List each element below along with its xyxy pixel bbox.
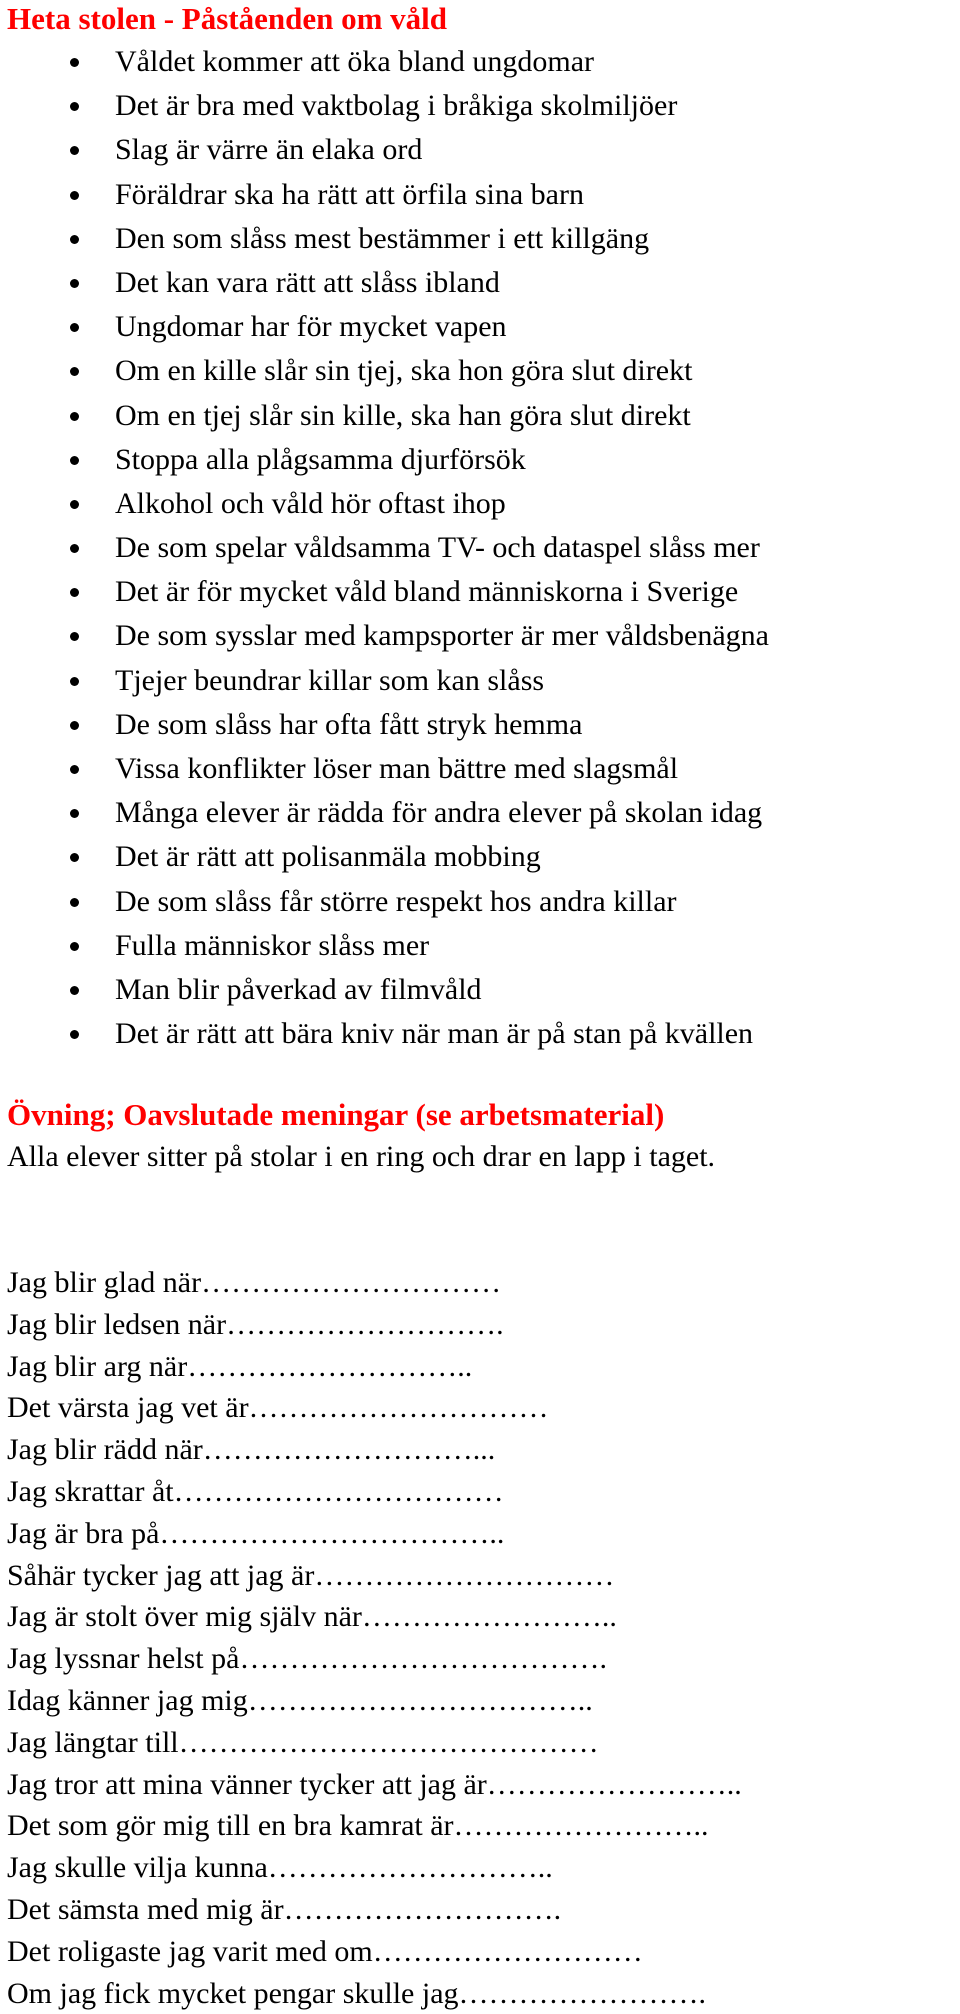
statement-text: Alkohol och våld hör oftast ihop xyxy=(115,486,506,520)
statement-item xyxy=(0,614,769,658)
bullet-icon xyxy=(70,632,79,641)
statement-text: Det är bra med vaktbolag i bråkiga skolmiljöer xyxy=(115,89,678,123)
statement-text: Det kan vara rätt att slåss ibland xyxy=(115,265,500,299)
bullet-icon xyxy=(70,721,79,730)
sentence-item: Jag skrattar åt…………………………… xyxy=(7,1474,504,1508)
statement-text: Man blir påverkad av filmvåld xyxy=(115,972,482,1006)
statement-item xyxy=(0,84,769,128)
bullet-icon xyxy=(70,986,79,995)
bullet-icon xyxy=(70,58,79,67)
statement-item xyxy=(0,40,769,84)
sentence-item: Jag blir glad när………………………… xyxy=(7,1266,502,1299)
sentences-list xyxy=(7,1262,742,2014)
bullet-icon xyxy=(70,456,79,465)
statement-text: Tjejer beundrar killar som kan slåss xyxy=(115,663,545,697)
sentence-item: Jag är stolt över mig själv när…………………….. xyxy=(7,1600,617,1634)
sentence-item: Det roligaste jag varit med om……………………… xyxy=(7,1934,643,1968)
bullet-icon xyxy=(70,412,79,421)
bullet-icon xyxy=(70,279,79,288)
sentence-item: Jag är bra på…………………………….. xyxy=(7,1516,505,1550)
statement-item xyxy=(0,173,769,217)
bullet-icon xyxy=(70,235,79,244)
statement-text: De som spelar våldsamma TV- och dataspel slåss mer xyxy=(115,531,760,565)
bullet-icon xyxy=(70,853,79,862)
statement-item xyxy=(0,305,769,349)
statement-item xyxy=(0,482,769,526)
sentence-item: Jag lyssnar helst på………………………………. xyxy=(7,1642,607,1676)
statement-text: Det är rätt att bära kniv när man är på stan på kvällen xyxy=(115,1017,754,1051)
sentence-item: Såhär tycker jag att jag är………………………… xyxy=(7,1558,615,1592)
sentence-item: Idag känner jag mig…………………………….. xyxy=(7,1683,593,1717)
statement-item xyxy=(0,349,769,393)
statement-text: Många elever är rädda för andra elever på skolan idag xyxy=(115,796,763,830)
bullet-icon xyxy=(70,367,79,376)
statement-item xyxy=(0,924,769,968)
statement-text: Slag är värre än elaka ord xyxy=(115,133,423,167)
statement-item xyxy=(0,791,769,835)
sentence-item: Det som gör mig till en bra kamrat är…………………….. xyxy=(7,1809,709,1843)
statement-item xyxy=(0,835,769,879)
statement-item xyxy=(0,703,769,747)
bullet-icon xyxy=(70,323,79,332)
statement-text: De som slåss har ofta fått stryk hemma xyxy=(115,707,583,741)
bullet-icon xyxy=(70,809,79,818)
statement-text: Föräldrar ska ha rätt att örfila sina barn xyxy=(115,177,584,211)
statement-item xyxy=(0,261,769,305)
statement-text: Om en kille slår sin tjej, ska hon göra slut direkt xyxy=(115,354,693,388)
bullet-icon xyxy=(70,544,79,553)
bullet-icon xyxy=(70,146,79,155)
bullet-icon xyxy=(70,898,79,907)
sentence-item: Jag blir arg när……………………….. xyxy=(7,1349,473,1383)
statement-item xyxy=(0,659,769,703)
bullet-icon xyxy=(70,500,79,509)
statement-item xyxy=(0,880,769,924)
sentence-item: Jag blir ledsen när………………………. xyxy=(7,1307,504,1341)
bullet-icon xyxy=(70,1030,79,1039)
bullet-icon xyxy=(70,765,79,774)
statement-item xyxy=(0,968,769,1012)
bullet-icon xyxy=(70,588,79,597)
statement-item xyxy=(0,394,769,438)
sentence-item: Det värsta jag vet är………………………… xyxy=(7,1391,549,1425)
statement-item xyxy=(0,438,769,482)
statement-item xyxy=(0,526,769,570)
bullet-icon xyxy=(70,677,79,686)
statement-item xyxy=(0,1012,769,1056)
sentence-item: Jag blir rädd när………………………... xyxy=(7,1433,496,1467)
statement-text: De som sysslar med kampsporter är mer våldsbenägna xyxy=(115,619,769,653)
sentence-item: Jag skulle vilja kunna……………………….. xyxy=(7,1851,553,1885)
section-heading-hot-chair: Heta stolen - Påståenden om våld xyxy=(7,1,448,36)
statement-text: De som slåss får större respekt hos andra killar xyxy=(115,884,677,918)
statement-text: Den som slåss mest bestämmer i ett killgäng xyxy=(115,221,650,255)
statement-item xyxy=(0,570,769,614)
statement-text: Ungdomar har för mycket vapen xyxy=(115,310,507,344)
statements-list xyxy=(0,40,769,1056)
statement-text: Våldet kommer att öka bland ungdomar xyxy=(115,45,595,78)
statement-text: Det är för mycket våld bland människorna i Sverige xyxy=(115,575,739,609)
bullet-icon xyxy=(70,102,79,111)
sentence-item: Jag tror att mina vänner tycker att jag är…………………….. xyxy=(7,1767,742,1801)
statement-text: Det är rätt att polisanmäla mobbing xyxy=(115,840,541,874)
statement-item xyxy=(0,747,769,791)
section-heading-unfinished-sentences: Övning; Oavslutade meningar (se arbetsmaterial) xyxy=(7,1097,665,1132)
sentence-item: Jag längtar till…………………………………… xyxy=(7,1725,599,1759)
sentence-item: Om jag fick mycket pengar skulle jag……………………. xyxy=(7,1976,707,2010)
statement-text: Vissa konflikter löser man bättre med slagsmål xyxy=(115,752,679,785)
sentence-item: Det sämsta med mig är………………………. xyxy=(7,1892,562,1926)
statement-item xyxy=(0,217,769,261)
bullet-icon xyxy=(70,942,79,951)
statement-text: Stoppa alla plågsamma djurförsök xyxy=(115,442,526,476)
statement-text: Om en tjej slår sin kille, ska han göra slut direkt xyxy=(115,398,691,432)
bullet-icon xyxy=(70,191,79,200)
statement-text: Fulla människor slåss mer xyxy=(115,928,430,962)
statement-item xyxy=(0,128,769,172)
exercise-intro: Alla elever sitter på stolar i en ring och drar en lapp i taget. xyxy=(7,1140,716,1173)
